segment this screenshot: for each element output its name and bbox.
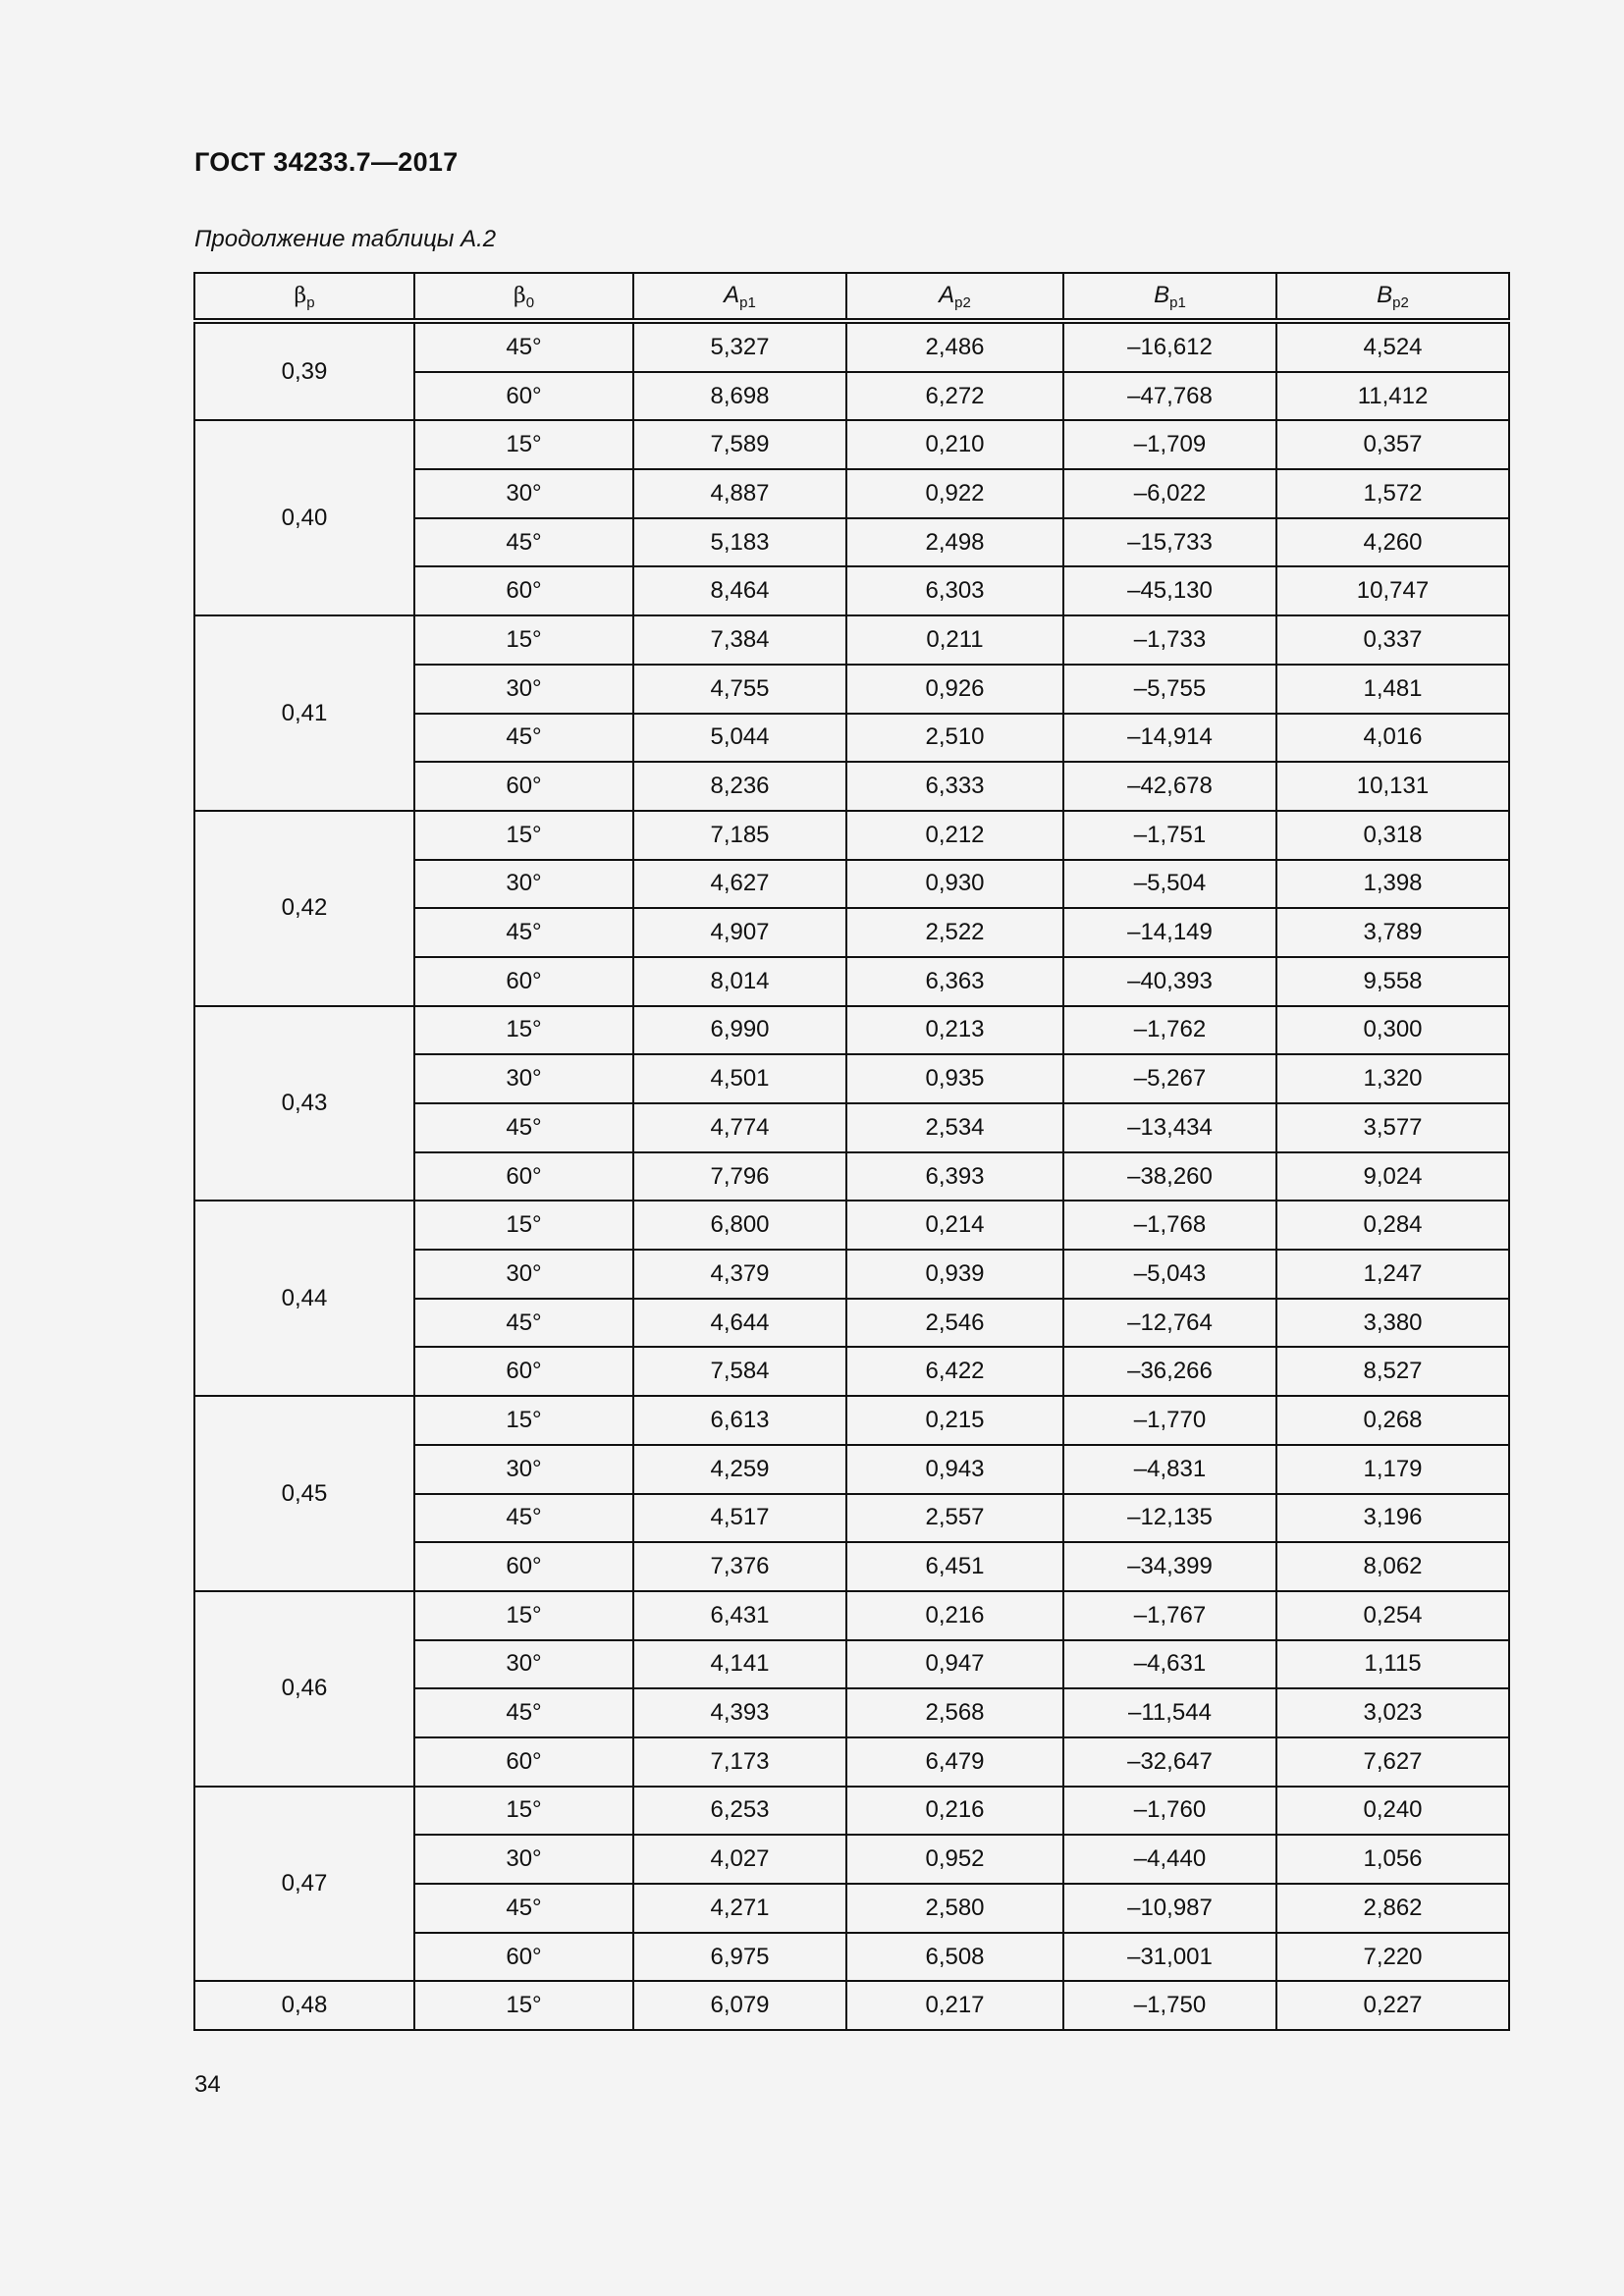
beta-0-cell: 30° [414, 1835, 633, 1884]
a-p2-cell: 2,510 [846, 714, 1063, 763]
a-p1-cell: 4,393 [633, 1688, 846, 1737]
beta-0-cell: 15° [414, 1981, 633, 2030]
a-p2-cell: 0,935 [846, 1054, 1063, 1103]
beta-p-cell: 0,41 [194, 615, 414, 811]
b-p1-cell: –11,544 [1063, 1688, 1276, 1737]
table-row [194, 1591, 1509, 1640]
a-p2-cell: 0,922 [846, 469, 1063, 518]
a-p2-cell: 6,393 [846, 1152, 1063, 1201]
a-p1-cell: 4,517 [633, 1494, 846, 1543]
b-p1-cell: –4,631 [1063, 1640, 1276, 1689]
beta-0-cell: 30° [414, 1445, 633, 1494]
a-p1-cell: 6,079 [633, 1981, 846, 2030]
beta-0-cell: 60° [414, 1737, 633, 1787]
b-p2-cell: 7,627 [1276, 1737, 1509, 1787]
a-p1-cell: 6,431 [633, 1591, 846, 1640]
a-p1-cell: 5,183 [633, 518, 846, 567]
a-p2-cell: 2,557 [846, 1494, 1063, 1543]
a-p2-cell: 6,363 [846, 957, 1063, 1006]
b-p1-cell: –40,393 [1063, 957, 1276, 1006]
table-header-row [194, 273, 1509, 321]
beta-0-cell: 45° [414, 518, 633, 567]
beta-0-cell: 45° [414, 1103, 633, 1152]
table-row [194, 321, 1509, 372]
a-p1-cell: 6,800 [633, 1201, 846, 1250]
beta-0-cell: 30° [414, 469, 633, 518]
b-p1-cell: –1,760 [1063, 1787, 1276, 1836]
a-p1-cell: 4,501 [633, 1054, 846, 1103]
beta-p-cell: 0,39 [194, 321, 414, 420]
a-p1-cell: 4,774 [633, 1103, 846, 1152]
header-beta-0: $\beta_0$ [414, 273, 633, 321]
beta-0-cell: 60° [414, 1933, 633, 1982]
a-p2-cell: 6,333 [846, 762, 1063, 811]
header-beta-p: $\beta_p$ [194, 273, 414, 321]
b-p1-cell: –47,768 [1063, 372, 1276, 421]
header-b-p1: $B_{p1}$ [1063, 273, 1276, 321]
coefficients-table [193, 272, 1510, 2031]
b-p2-cell: 10,747 [1276, 566, 1509, 615]
b-p2-cell: 3,577 [1276, 1103, 1509, 1152]
b-p1-cell: –31,001 [1063, 1933, 1276, 1982]
beta-0-cell: 15° [414, 1787, 633, 1836]
b-p1-cell: –42,678 [1063, 762, 1276, 811]
beta-p-cell: 0,48 [194, 1981, 414, 2030]
b-p2-cell: 4,260 [1276, 518, 1509, 567]
beta-0-cell: 30° [414, 1054, 633, 1103]
a-p2-cell: 0,215 [846, 1396, 1063, 1445]
b-p2-cell: 3,789 [1276, 908, 1509, 957]
a-p1-cell: 4,627 [633, 860, 846, 909]
beta-0-cell: 45° [414, 1688, 633, 1737]
table-row [194, 1396, 1509, 1445]
a-p1-cell: 7,376 [633, 1542, 846, 1591]
a-p2-cell: 2,546 [846, 1299, 1063, 1348]
beta-p-cell: 0,43 [194, 1006, 414, 1201]
a-p2-cell: 2,534 [846, 1103, 1063, 1152]
beta-p-cell: 0,46 [194, 1591, 414, 1787]
a-p2-cell: 6,303 [846, 566, 1063, 615]
beta-p-cell: 0,44 [194, 1201, 414, 1396]
b-p1-cell: –13,434 [1063, 1103, 1276, 1152]
b-p2-cell: 3,196 [1276, 1494, 1509, 1543]
beta-0-cell: 15° [414, 1201, 633, 1250]
b-p2-cell: 3,380 [1276, 1299, 1509, 1348]
beta-0-cell: 60° [414, 762, 633, 811]
b-p1-cell: –1,750 [1063, 1981, 1276, 2030]
b-p2-cell: 1,115 [1276, 1640, 1509, 1689]
b-p1-cell: –32,647 [1063, 1737, 1276, 1787]
a-p2-cell: 0,212 [846, 811, 1063, 860]
beta-0-cell: 45° [414, 1884, 633, 1933]
b-p2-cell: 0,318 [1276, 811, 1509, 860]
beta-0-cell: 15° [414, 420, 633, 469]
a-p1-cell: 6,253 [633, 1787, 846, 1836]
a-p1-cell: 4,271 [633, 1884, 846, 1933]
b-p1-cell: –1,770 [1063, 1396, 1276, 1445]
a-p1-cell: 7,796 [633, 1152, 846, 1201]
a-p1-cell: 7,384 [633, 615, 846, 665]
a-p1-cell: 7,173 [633, 1737, 846, 1787]
beta-0-cell: 60° [414, 1347, 633, 1396]
b-p1-cell: –1,751 [1063, 811, 1276, 860]
a-p1-cell: 6,613 [633, 1396, 846, 1445]
b-p1-cell: –16,612 [1063, 321, 1276, 372]
a-p1-cell: 4,379 [633, 1250, 846, 1299]
header-a-p1: $A_{p1}$ [633, 273, 846, 321]
beta-0-cell: 30° [414, 665, 633, 714]
beta-0-cell: 60° [414, 1152, 633, 1201]
b-p2-cell: 1,572 [1276, 469, 1509, 518]
beta-0-cell: 60° [414, 1542, 633, 1591]
b-p1-cell: –34,399 [1063, 1542, 1276, 1591]
b-p2-cell: 4,016 [1276, 714, 1509, 763]
b-p1-cell: –5,504 [1063, 860, 1276, 909]
b-p1-cell: –1,733 [1063, 615, 1276, 665]
b-p2-cell: 11,412 [1276, 372, 1509, 421]
b-p2-cell: 9,024 [1276, 1152, 1509, 1201]
table-row [194, 811, 1509, 860]
b-p2-cell: 8,527 [1276, 1347, 1509, 1396]
b-p1-cell: –5,755 [1063, 665, 1276, 714]
table-row [194, 615, 1509, 665]
a-p2-cell: 6,422 [846, 1347, 1063, 1396]
b-p2-cell: 0,227 [1276, 1981, 1509, 2030]
a-p2-cell: 2,498 [846, 518, 1063, 567]
a-p2-cell: 0,211 [846, 615, 1063, 665]
beta-0-cell: 15° [414, 1591, 633, 1640]
b-p2-cell: 1,398 [1276, 860, 1509, 909]
a-p1-cell: 4,644 [633, 1299, 846, 1348]
a-p2-cell: 0,943 [846, 1445, 1063, 1494]
a-p2-cell: 0,214 [846, 1201, 1063, 1250]
beta-0-cell: 45° [414, 908, 633, 957]
a-p2-cell: 0,926 [846, 665, 1063, 714]
beta-p-cell: 0,40 [194, 420, 414, 615]
beta-p-cell: 0,42 [194, 811, 414, 1006]
beta-0-cell: 15° [414, 1396, 633, 1445]
b-p1-cell: –4,831 [1063, 1445, 1276, 1494]
a-p2-cell: 0,930 [846, 860, 1063, 909]
b-p1-cell: –14,914 [1063, 714, 1276, 763]
b-p2-cell: 1,247 [1276, 1250, 1509, 1299]
a-p2-cell: 0,213 [846, 1006, 1063, 1055]
b-p2-cell: 0,300 [1276, 1006, 1509, 1055]
b-p1-cell: –15,733 [1063, 518, 1276, 567]
beta-0-cell: 45° [414, 1299, 633, 1348]
a-p1-cell: 6,975 [633, 1933, 846, 1982]
a-p2-cell: 6,272 [846, 372, 1063, 421]
beta-0-cell: 30° [414, 860, 633, 909]
a-p2-cell: 6,479 [846, 1737, 1063, 1787]
beta-0-cell: 30° [414, 1250, 633, 1299]
table-row [194, 420, 1509, 469]
a-p1-cell: 5,044 [633, 714, 846, 763]
a-p1-cell: 8,236 [633, 762, 846, 811]
a-p1-cell: 7,589 [633, 420, 846, 469]
beta-0-cell: 45° [414, 714, 633, 763]
a-p2-cell: 2,486 [846, 321, 1063, 372]
b-p2-cell: 0,240 [1276, 1787, 1509, 1836]
a-p1-cell: 4,259 [633, 1445, 846, 1494]
b-p1-cell: –5,267 [1063, 1054, 1276, 1103]
a-p2-cell: 0,939 [846, 1250, 1063, 1299]
a-p2-cell: 0,947 [846, 1640, 1063, 1689]
b-p2-cell: 1,179 [1276, 1445, 1509, 1494]
b-p1-cell: –10,987 [1063, 1884, 1276, 1933]
b-p2-cell: 0,268 [1276, 1396, 1509, 1445]
beta-0-cell: 15° [414, 1006, 633, 1055]
b-p1-cell: –1,768 [1063, 1201, 1276, 1250]
a-p2-cell: 0,210 [846, 420, 1063, 469]
table-caption: Продолжение таблицы А.2 [194, 226, 497, 252]
beta-0-cell: 15° [414, 615, 633, 665]
beta-p-cell: 0,47 [194, 1787, 414, 1982]
table-row [194, 1787, 1509, 1836]
beta-0-cell: 60° [414, 566, 633, 615]
a-p1-cell: 5,327 [633, 321, 846, 372]
b-p2-cell: 9,558 [1276, 957, 1509, 1006]
a-p2-cell: 0,216 [846, 1787, 1063, 1836]
a-p1-cell: 4,755 [633, 665, 846, 714]
b-p2-cell: 1,481 [1276, 665, 1509, 714]
a-p2-cell: 2,568 [846, 1688, 1063, 1737]
beta-p-cell: 0,45 [194, 1396, 414, 1591]
header-a-p2: $A_{p2}$ [846, 273, 1063, 321]
a-p1-cell: 4,141 [633, 1640, 846, 1689]
table-body [194, 321, 1509, 2030]
b-p2-cell: 0,357 [1276, 420, 1509, 469]
beta-0-cell: 45° [414, 1494, 633, 1543]
b-p2-cell: 3,023 [1276, 1688, 1509, 1737]
beta-0-cell: 60° [414, 372, 633, 421]
b-p1-cell: –36,266 [1063, 1347, 1276, 1396]
b-p1-cell: –45,130 [1063, 566, 1276, 615]
beta-0-cell: 30° [414, 1640, 633, 1689]
a-p1-cell: 4,027 [633, 1835, 846, 1884]
a-p1-cell: 7,584 [633, 1347, 846, 1396]
b-p1-cell: –6,022 [1063, 469, 1276, 518]
a-p1-cell: 7,185 [633, 811, 846, 860]
b-p1-cell: –12,764 [1063, 1299, 1276, 1348]
table-row [194, 1981, 1509, 2030]
b-p2-cell: 1,320 [1276, 1054, 1509, 1103]
beta-0-cell: 15° [414, 811, 633, 860]
b-p2-cell: 0,284 [1276, 1201, 1509, 1250]
a-p1-cell: 8,698 [633, 372, 846, 421]
a-p2-cell: 0,217 [846, 1981, 1063, 2030]
beta-0-cell: 60° [414, 957, 633, 1006]
a-p2-cell: 6,508 [846, 1933, 1063, 1982]
beta-0-cell: 45° [414, 321, 633, 372]
table-row [194, 1201, 1509, 1250]
b-p2-cell: 8,062 [1276, 1542, 1509, 1591]
b-p1-cell: –4,440 [1063, 1835, 1276, 1884]
b-p2-cell: 2,862 [1276, 1884, 1509, 1933]
b-p2-cell: 0,337 [1276, 615, 1509, 665]
header-b-p2: $B_{p2}$ [1276, 273, 1509, 321]
a-p1-cell: 4,907 [633, 908, 846, 957]
b-p1-cell: –1,762 [1063, 1006, 1276, 1055]
b-p2-cell: 7,220 [1276, 1933, 1509, 1982]
a-p2-cell: 6,451 [846, 1542, 1063, 1591]
a-p1-cell: 6,990 [633, 1006, 846, 1055]
b-p2-cell: 4,524 [1276, 321, 1509, 372]
b-p2-cell: 0,254 [1276, 1591, 1509, 1640]
b-p1-cell: –1,767 [1063, 1591, 1276, 1640]
table-row [194, 1006, 1509, 1055]
page-number: 34 [194, 2071, 221, 2098]
b-p1-cell: –1,709 [1063, 420, 1276, 469]
a-p2-cell: 2,580 [846, 1884, 1063, 1933]
document-standard-title: ГОСТ 34233.7—2017 [194, 147, 459, 177]
b-p1-cell: –14,149 [1063, 908, 1276, 957]
a-p2-cell: 0,952 [846, 1835, 1063, 1884]
a-p2-cell: 0,216 [846, 1591, 1063, 1640]
b-p1-cell: –38,260 [1063, 1152, 1276, 1201]
b-p2-cell: 1,056 [1276, 1835, 1509, 1884]
a-p2-cell: 2,522 [846, 908, 1063, 957]
a-p1-cell: 8,464 [633, 566, 846, 615]
a-p1-cell: 8,014 [633, 957, 846, 1006]
b-p1-cell: –5,043 [1063, 1250, 1276, 1299]
a-p1-cell: 4,887 [633, 469, 846, 518]
b-p2-cell: 10,131 [1276, 762, 1509, 811]
b-p1-cell: –12,135 [1063, 1494, 1276, 1543]
